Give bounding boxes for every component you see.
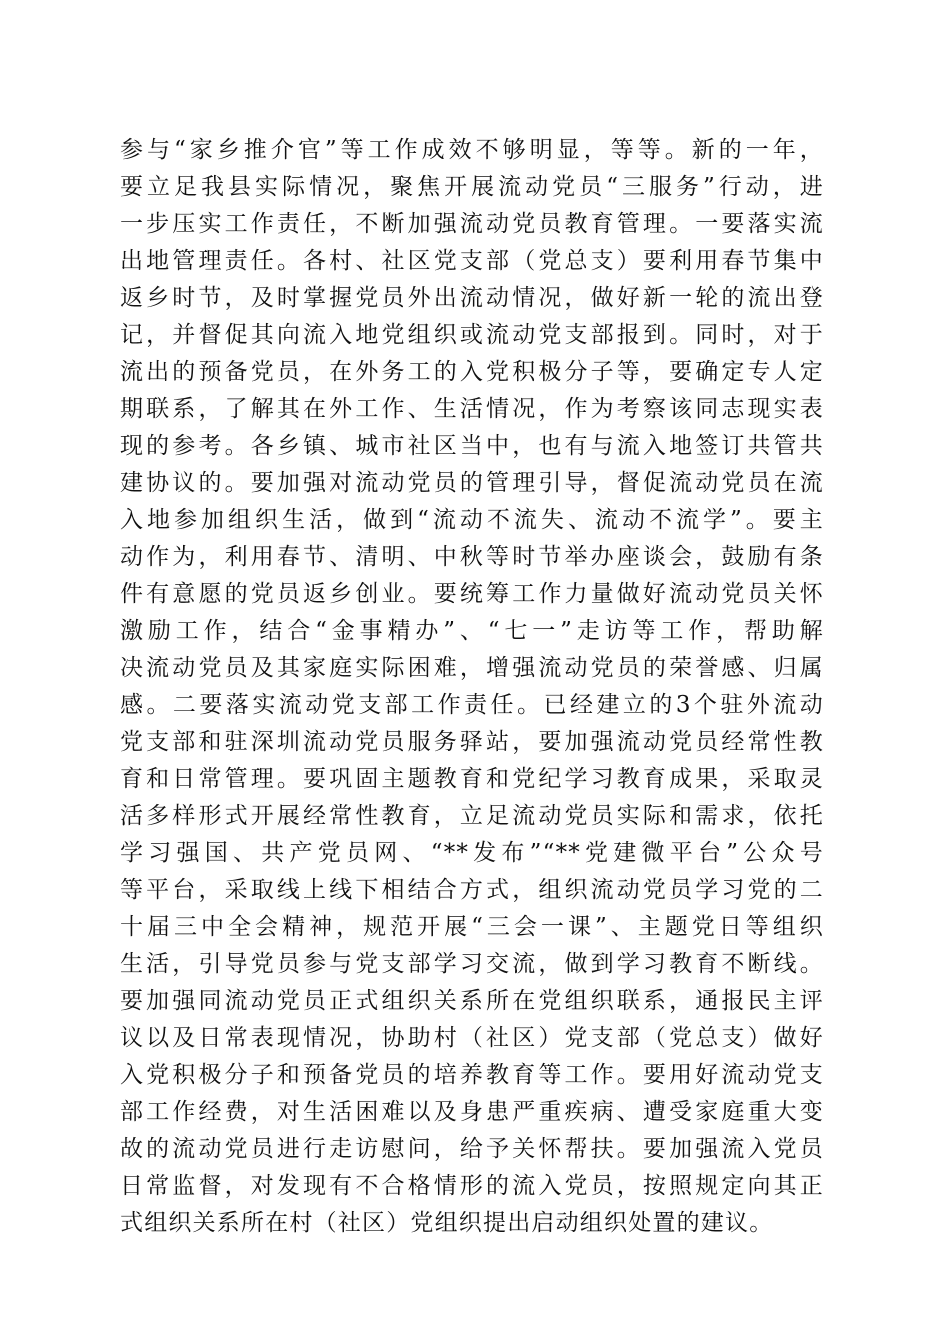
- text-line: 日常监督，对发现有不合格情形的流入党员，按照规定向其正: [120, 1173, 824, 1199]
- text-line: 参与“家乡推介官”等工作成效不够明显，等等。新的一年，: [120, 137, 824, 163]
- text-line: 流出的预备党员，在外务工的入党积极分子等，要确定专人定: [120, 359, 824, 385]
- text-line: 件有意愿的党员返乡创业。要统筹工作力量做好流动党员关怀: [120, 581, 824, 607]
- text-line: 记，并督促其向流入地党组织或流动党支部报到。同时，对于: [120, 322, 824, 348]
- text-line: 感。二要落实流动党支部工作责任。已经建立的3个驻外流动: [120, 692, 824, 718]
- text-line: 等平台，采取线上线下相结合方式，组织流动党员学习党的二: [120, 877, 824, 903]
- text-line: 激励工作，结合“金事精办”、“七一”走访等工作，帮助解: [120, 618, 824, 644]
- body-paragraph: [120, 132, 824, 1242]
- text-line: 入党积极分子和预备党员的培养教育等工作。要用好流动党支: [120, 1062, 824, 1088]
- text-line: 期联系，了解其在外工作、生活情况，作为考察该同志现实表: [120, 396, 824, 422]
- text-line: 现的参考。各乡镇、城市社区当中，也有与流入地签订共管共: [120, 433, 824, 459]
- text-line: 故的流动党员进行走访慰问，给予关怀帮扶。要加强流入党员: [120, 1136, 824, 1162]
- text-line: 学习强国、共产党员网、“**发布”“**党建微平台”公众号: [120, 840, 824, 866]
- text-line: 党支部和驻深圳流动党员服务驿站，要加强流动党员经常性教: [120, 729, 824, 755]
- text-line: 要立足我县实际情况，聚焦开展流动党员“三服务”行动，进: [120, 174, 824, 200]
- text-line: 动作为，利用春节、清明、中秋等时节举办座谈会，鼓励有条: [120, 544, 824, 570]
- text-line: 育和日常管理。要巩固主题教育和党纪学习教育成果，采取灵: [120, 766, 824, 792]
- text-line: 要加强同流动党员正式组织关系所在党组织联系，通报民主评: [120, 988, 824, 1014]
- text-line: 议以及日常表现情况，协助村（社区）党支部（党总支）做好: [120, 1025, 824, 1051]
- text-line: 返乡时节，及时掌握党员外出流动情况，做好新一轮的流出登: [120, 285, 824, 311]
- text-line: 十届三中全会精神，规范开展“三会一课”、主题党日等组织: [120, 914, 824, 940]
- text-line: 活多样形式开展经常性教育，立足流动党员实际和需求，依托: [120, 803, 824, 829]
- text-line: 出地管理责任。各村、社区党支部（党总支）要利用春节集中: [120, 248, 824, 274]
- text-line: 部工作经费，对生活困难以及身患严重疾病、遭受家庭重大变: [120, 1099, 824, 1125]
- text-line: 式组织关系所在村（社区）党组织提出启动组织处置的建议。: [120, 1210, 774, 1236]
- text-line: 生活，引导党员参与党支部学习交流，做到学习教育不断线。: [120, 951, 824, 977]
- text-line: 建协议的。要加强对流动党员的管理引导，督促流动党员在流: [120, 470, 824, 496]
- text-line: 入地参加组织生活，做到“流动不流失、流动不流学”。要主: [120, 507, 824, 533]
- text-line: 一步压实工作责任，不断加强流动党员教育管理。一要落实流: [120, 211, 824, 237]
- text-line: 决流动党员及其家庭实际困难，增强流动党员的荣誉感、归属: [120, 655, 824, 681]
